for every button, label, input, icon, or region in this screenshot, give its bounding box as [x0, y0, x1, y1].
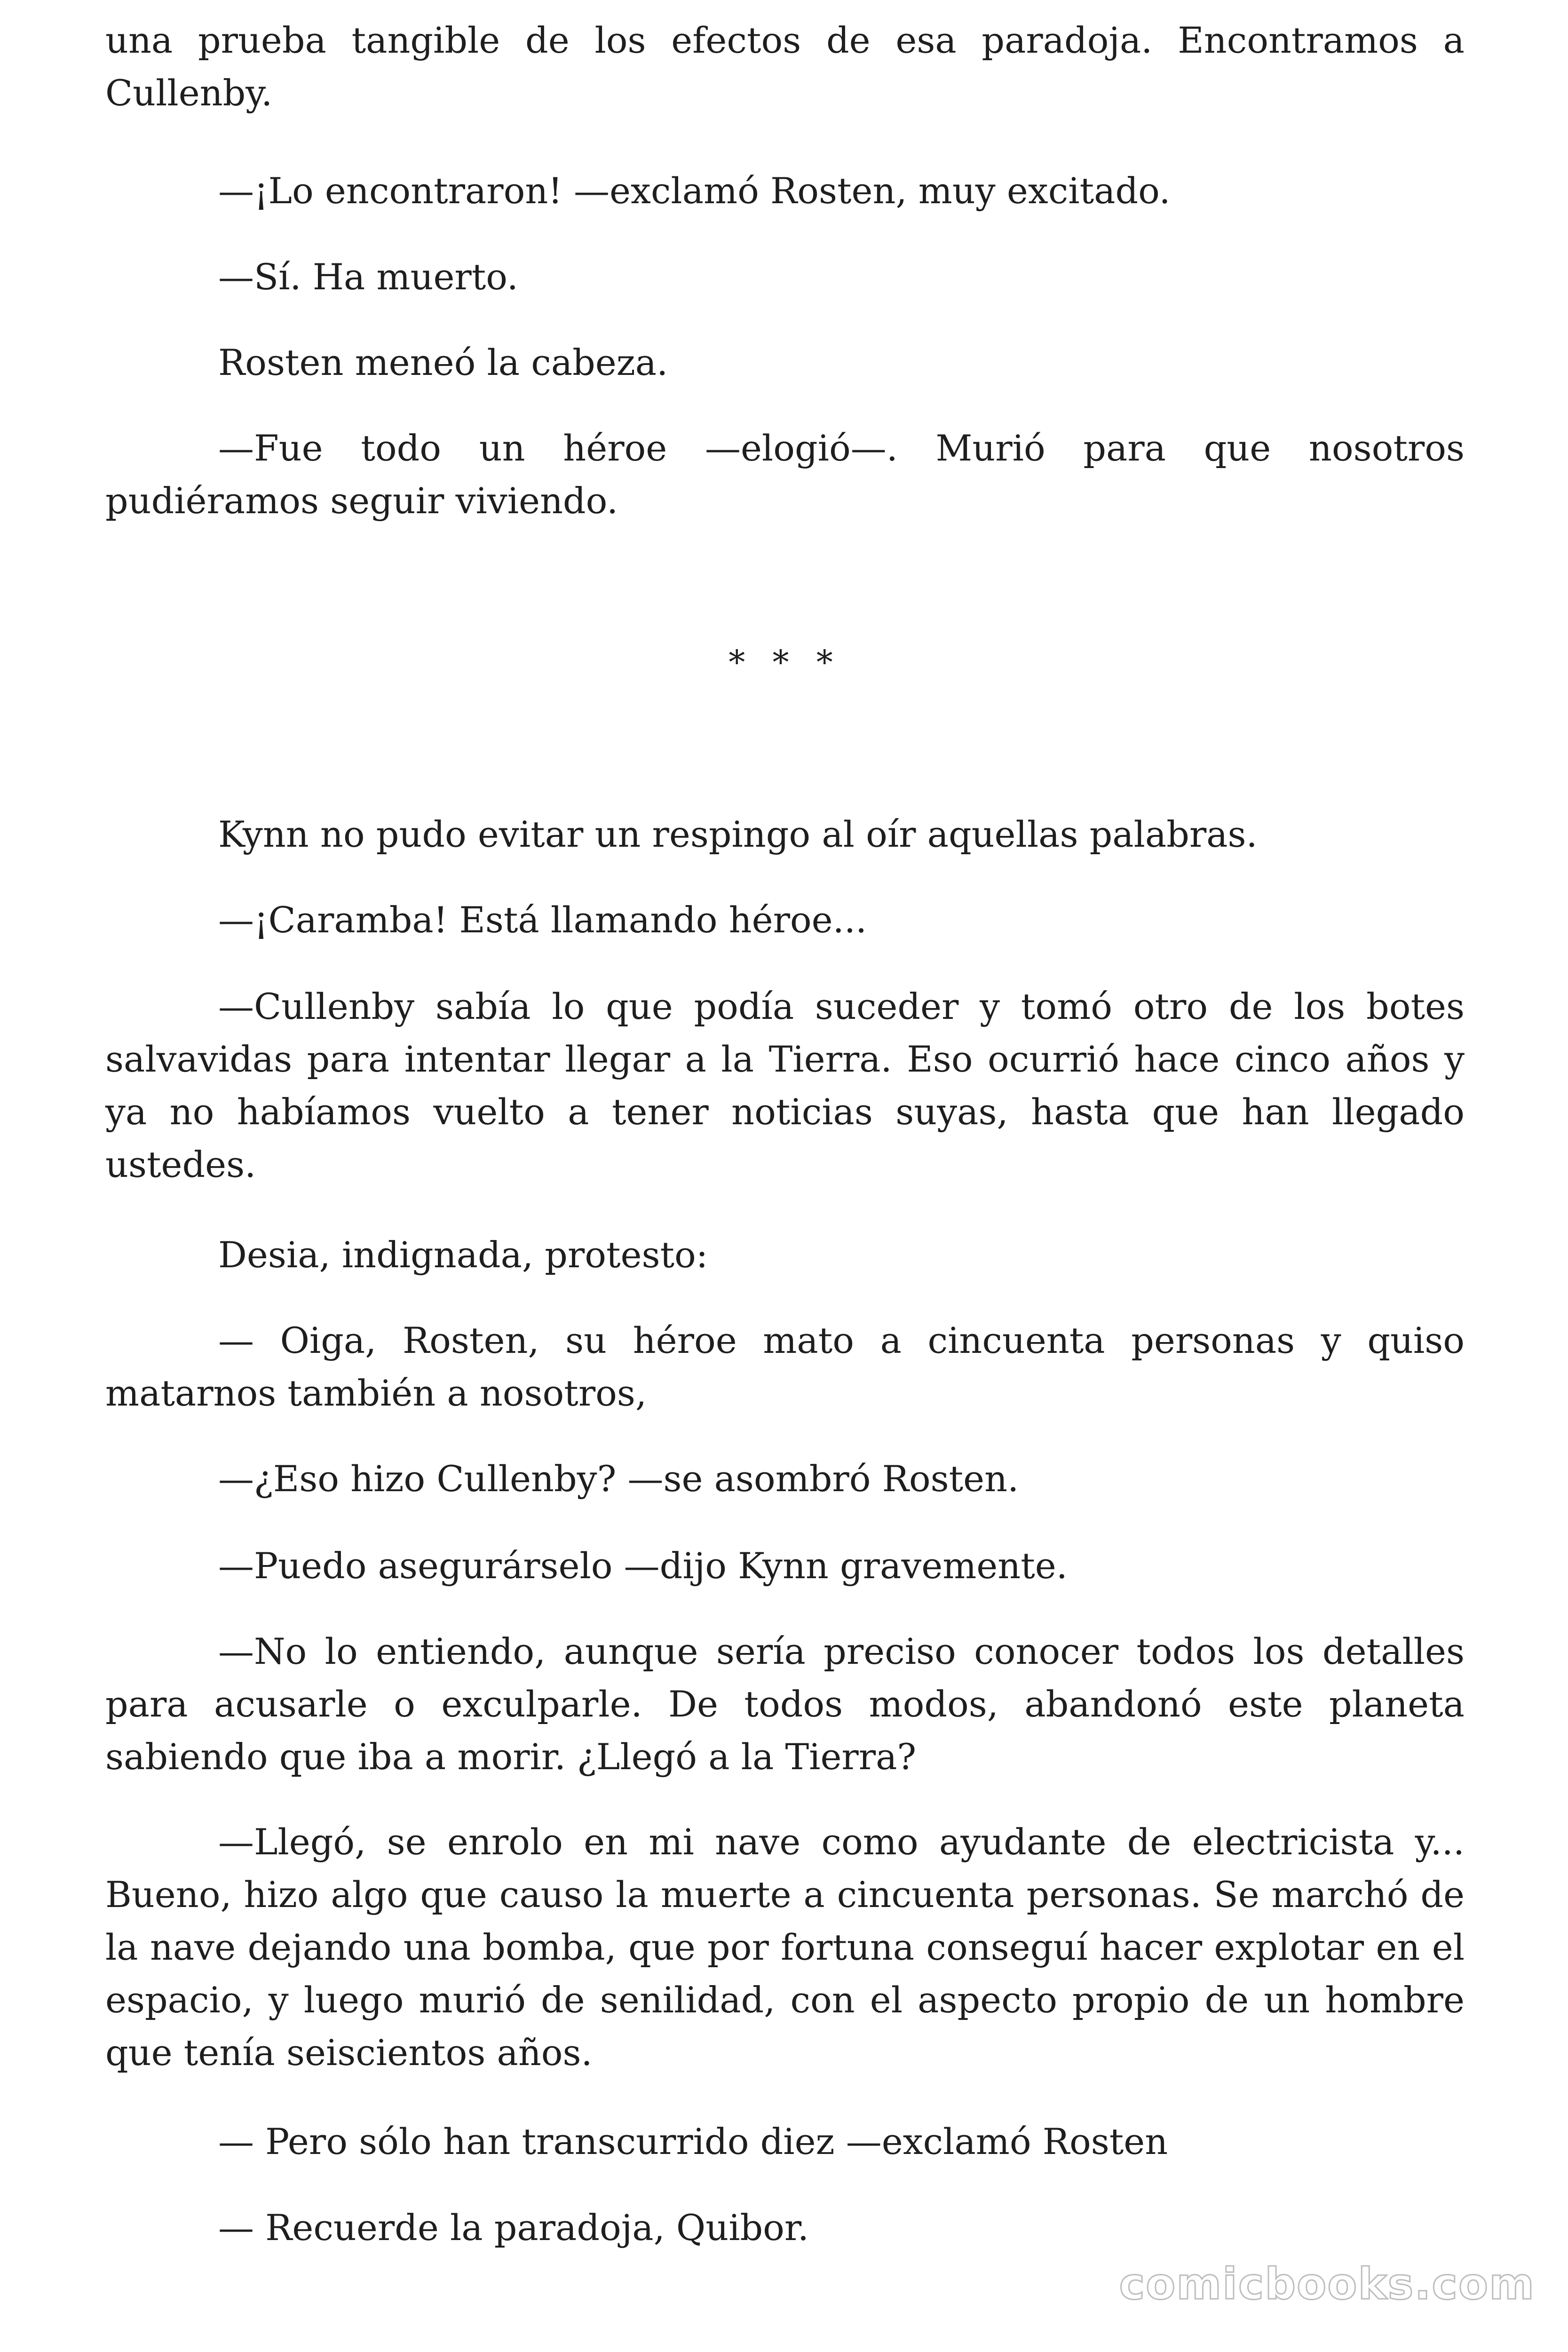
paragraph-9: Desia, indignada, protesto:: [218, 1234, 708, 1276]
paragraph-4: Rosten meneó la cabeza.: [218, 342, 668, 383]
paragraph-16: — Recuerde la paradoja, Quibor.: [218, 2207, 809, 2249]
paragraph-2: —¡Lo encontraron! —exclamó Rosten, muy excitado.: [218, 170, 1171, 212]
site-watermark: comicbooks.com: [1119, 2259, 1535, 2309]
paragraph-6: Kynn no pudo evitar un respingo al oír aquellas palabras.: [218, 813, 1258, 855]
paragraph-5: —Fue todo un héroe —elogió—. Murió para que nosotros pudiéramos seguir viviendo.: [105, 427, 1465, 522]
document-page: [105, 0, 1465, 2352]
paragraph-8: —Cullenby sabía lo que podía suceder y tomó otro de los botes salvavidas para intentar llegar a la Tierra. Eso ocurrió hace cinco años y ya no habíamos vuelto a tener noticias suyas, hasta que han llegado ustedes.: [105, 985, 1465, 1185]
paragraph-12: —Puedo asegurárselo —dijo Kynn gravemente.: [218, 1545, 1068, 1587]
paragraph-13: —No lo entiendo, aunque sería preciso conocer todos los detalles para acusarle o exculparle. De todos modos, abandonó este planeta sabiendo que iba a morir. ¿Llegó a la Tierra?: [105, 1630, 1465, 1778]
paragraph-10: — Oiga, Rosten, su héroe mato a cincuenta personas y quiso matarnos también a nosotros,: [105, 1319, 1465, 1414]
paragraph-11: —¿Eso hizo Cullenby? —se asombró Rosten.: [218, 1458, 1019, 1500]
paragraph-1: una prueba tangible de los efectos de esa paradoja. Encontramos a Cullenby.: [105, 19, 1465, 114]
paragraph-7: —¡Caramba! Está llamando héroe...: [218, 899, 867, 941]
paragraph-14: —Llegó, se enrolo en mi nave como ayudante de electricista y... Bueno, hizo algo que causo la muerte a cincuenta personas. Se marchó de la nave dejando una bomba, que por fortuna conseguí hacer explotar en el espacio, y luego murió de senilidad, con el aspecto propio de un hombre que tenía seiscientos años.: [105, 1821, 1465, 2074]
section-separator: * * *: [729, 643, 841, 682]
paragraph-15: — Pero sólo han transcurrido diez —exclamó Rosten: [218, 2121, 1168, 2162]
paragraph-3: —Sí. Ha muerto.: [218, 256, 518, 298]
